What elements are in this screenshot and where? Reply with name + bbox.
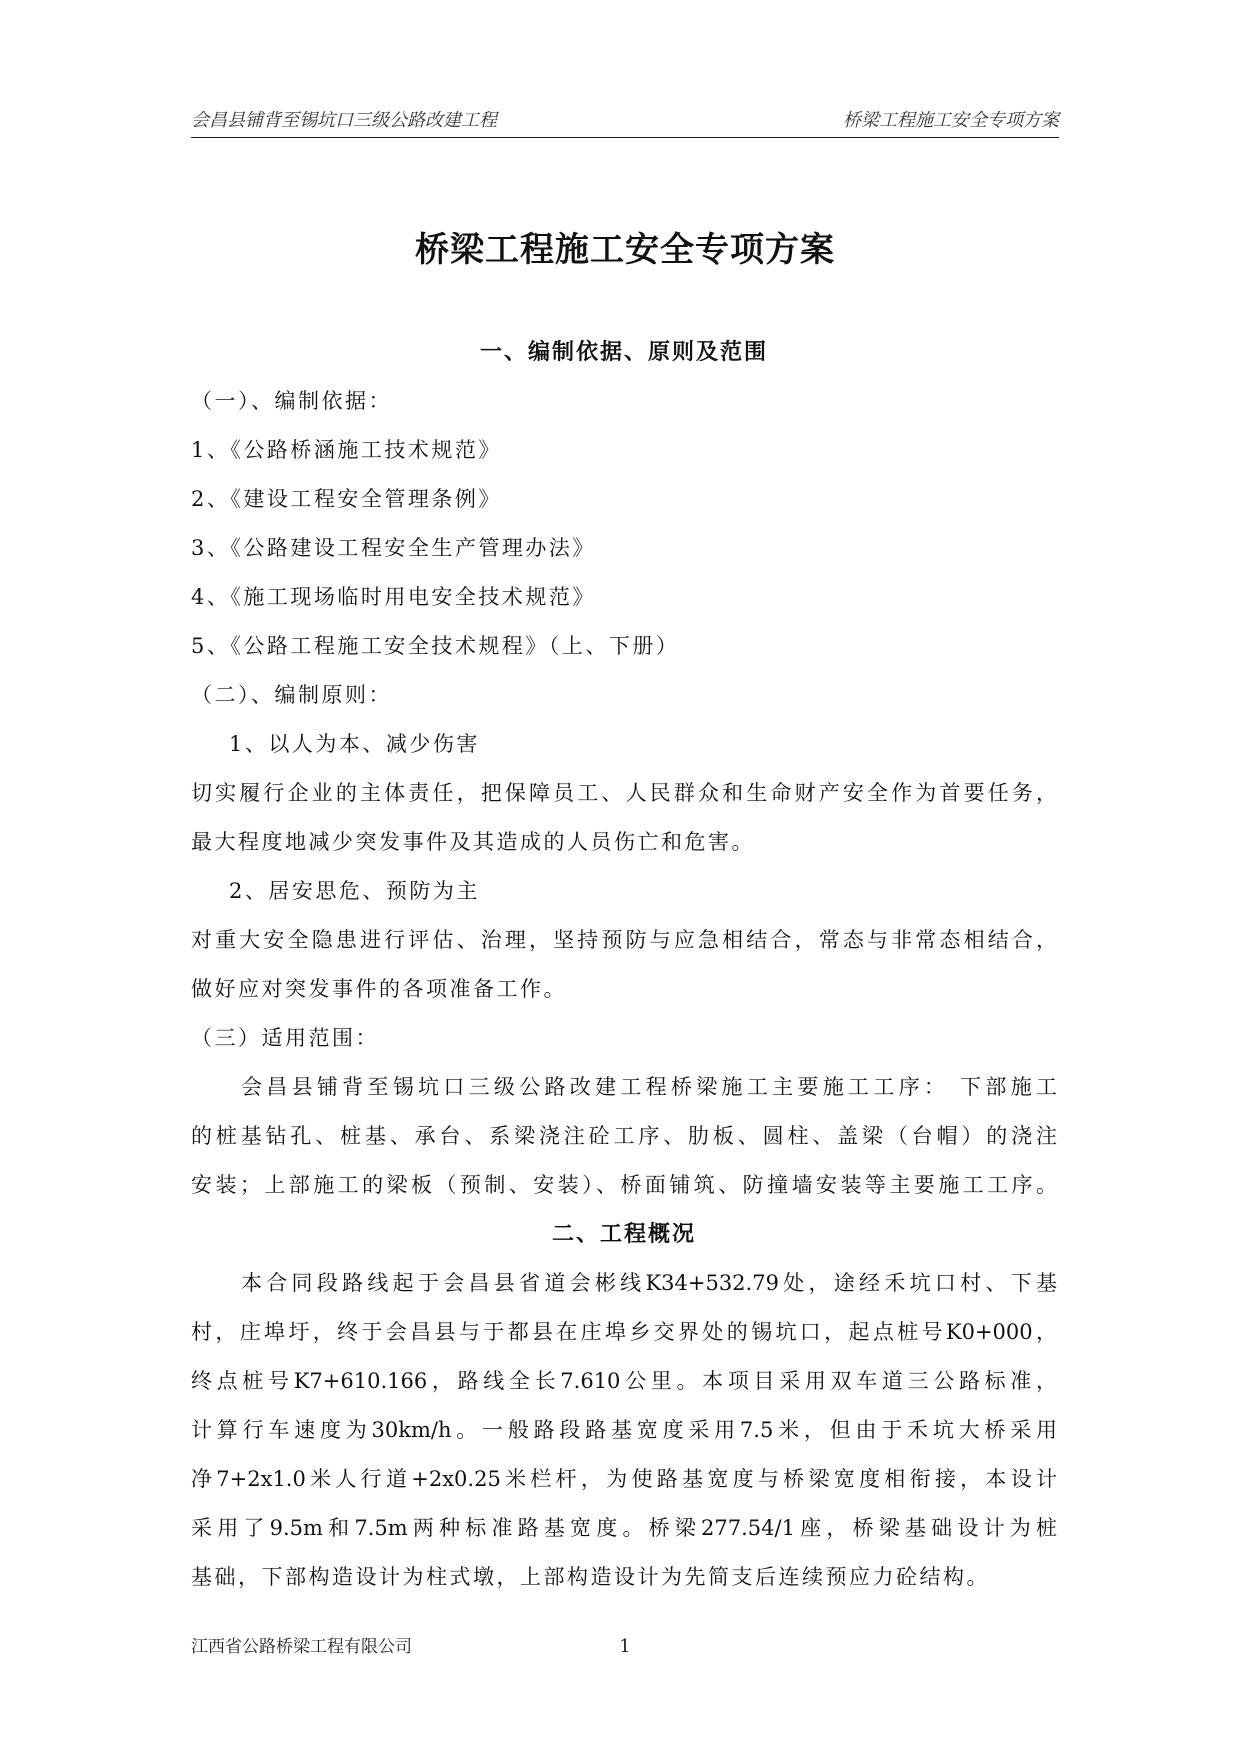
header-document-title: 桥梁工程施工安全专项方案 xyxy=(843,110,1059,131)
paragraph-line: 计算行车速度为30km/h。一般路段路基宽度采用7.5米，但由于禾坑大桥采用 xyxy=(191,1418,1057,1442)
paragraph-line: 会昌县铺背至锡坑口三级公路改建工程桥梁施工主要施工工序： 下部施工 xyxy=(241,1075,1057,1099)
section-heading-overview: 二、工程概况 xyxy=(551,1221,696,1247)
header-project-name: 会昌县铺背至锡坑口三级公路改建工程 xyxy=(191,110,497,131)
section-heading-basis: 一、编制依据、原则及范围 xyxy=(479,339,768,365)
list-item: 2、《建设工程安全管理条例》 xyxy=(191,487,502,511)
principle-title: 1、以人为本、减少伤害 xyxy=(229,732,480,756)
paragraph-line: 终点桩号K7+610.166，路线全长7.610公里。本项目采用双车道三公路标准， xyxy=(191,1369,1057,1393)
paragraph-line: 村，庄埠圩，终于会昌县与于都县在庄埠乡交界处的锡坑口，起点桩号K0+000， xyxy=(191,1320,1057,1344)
list-item: 5、《公路工程施工安全技术规程》（上、下册） xyxy=(191,634,680,658)
paragraph-line: 采用了9.5m和7.5m两种标准路基宽度。桥梁277.54/1座，桥梁基础设计为桩 xyxy=(191,1516,1057,1540)
page-header xyxy=(191,108,1059,138)
page-footer xyxy=(191,1634,1059,1660)
paragraph-line: 对重大安全隐患进行评估、治理，坚持预防与应急相结合，常态与非常态相结合， xyxy=(191,928,1057,952)
paragraph-line: 最大程度地减少突发事件及其造成的人员伤亡和危害。 xyxy=(191,830,755,854)
paragraph-line: 基础，下部构造设计为柱式墩，上部构造设计为先简支后连续预应力砼结构。 xyxy=(191,1565,990,1589)
paragraph-line: 做好应对突发事件的各项准备工作。 xyxy=(191,977,567,1001)
paragraph-line: 切实履行企业的主体责任，把保障员工、人民群众和生命财产安全作为首要任务， xyxy=(191,781,1057,805)
footer-company-name: 江西省公路桥梁工程有限公司 xyxy=(191,1637,412,1657)
paragraph-line: 的桩基钻孔、桩基、承台、系梁浇注砼工序、肋板、圆柱、盖梁（台帽）的浇注 xyxy=(191,1124,1057,1148)
paragraph-line: 安装；上部施工的梁板（预制、安装）、桥面铺筑、防撞墙安装等主要施工工序。 xyxy=(191,1173,1057,1197)
subsection-heading: （一）、编制依据： xyxy=(191,389,392,413)
principle-title: 2、居安思危、预防为主 xyxy=(229,879,480,903)
list-item: 1、《公路桥涵施工技术规范》 xyxy=(191,438,502,462)
paragraph-line: 净7+2x1.0米人行道+2x0.25米栏杆，为使路基宽度与桥梁宽度相衔接，本设计 xyxy=(191,1467,1057,1491)
paragraph-line: 本合同段路线起于会昌县省道会彬线K34+532.79处，途经禾坑口村、下基 xyxy=(241,1271,1057,1295)
list-item: 4、《施工现场临时用电安全技术规范》 xyxy=(191,585,596,609)
page-number: 1 xyxy=(619,1636,631,1657)
document-title: 桥梁工程施工安全专项方案 xyxy=(415,230,835,270)
subsection-heading: （三）适用范围： xyxy=(191,1026,379,1050)
document-body xyxy=(191,328,1057,1602)
list-item: 3、《公路建设工程安全生产管理办法》 xyxy=(191,536,596,560)
subsection-heading: （二）、编制原则： xyxy=(191,683,392,707)
